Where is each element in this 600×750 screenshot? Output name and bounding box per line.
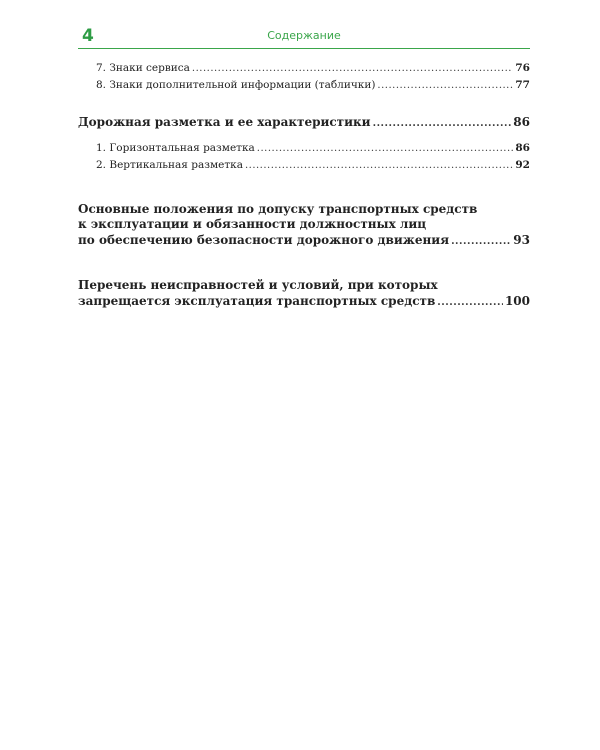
toc-section-last-line (78, 232, 530, 250)
table-of-contents (78, 60, 530, 311)
toc-section-line: запрещается эксплуатация транспортных средств (78, 294, 436, 308)
page-number: 4 (82, 26, 94, 46)
toc-section-page: 93 (513, 233, 530, 247)
toc-entry-page: 86 (515, 142, 530, 154)
toc-entry-service-signs[interactable] (78, 60, 530, 77)
toc-entry-page: 92 (515, 159, 530, 171)
toc-section-road-markings[interactable] (78, 114, 530, 132)
toc-section-admission[interactable] (78, 202, 530, 250)
header-title: Содержание (267, 29, 341, 42)
page-header (78, 26, 530, 49)
toc-section-line: по обеспечению безопасности дорожного движения (78, 233, 450, 247)
toc-entry-vertical-markings[interactable] (78, 157, 530, 174)
toc-entry-title: 2. Вертикальная разметка (96, 159, 243, 171)
toc-section-title: Дорожная разметка и ее характеристики (78, 115, 371, 129)
dot-leader (373, 116, 512, 132)
toc-section-last-line (78, 293, 530, 311)
toc-section-line: Перечень неисправностей и условий, при которых (78, 278, 438, 292)
dot-leader (377, 78, 513, 94)
toc-entry-page: 77 (515, 79, 530, 91)
toc-entry-title: 8. Знаки дополнительной информации (таблички) (96, 79, 376, 91)
dot-leader (257, 141, 514, 157)
dot-leader (437, 295, 503, 311)
toc-entry-page: 76 (515, 62, 530, 74)
toc-entry-horizontal-markings[interactable] (78, 140, 530, 157)
toc-section-faults[interactable] (78, 278, 530, 311)
toc-section-page: 100 (504, 294, 530, 308)
toc-entry-title: 7. Знаки сервиса (96, 62, 190, 74)
dot-leader (192, 61, 513, 77)
toc-entry-additional-info-signs[interactable] (78, 77, 530, 94)
dot-leader (245, 158, 513, 174)
toc-section-line: Основные положения по допуску транспортных средств (78, 202, 478, 216)
dot-leader (451, 234, 511, 250)
toc-section-line: к эксплуатации и обязанности должностных лиц (78, 217, 427, 231)
toc-entry-title: 1. Горизонтальная разметка (96, 142, 255, 154)
toc-section-page: 86 (513, 115, 530, 129)
